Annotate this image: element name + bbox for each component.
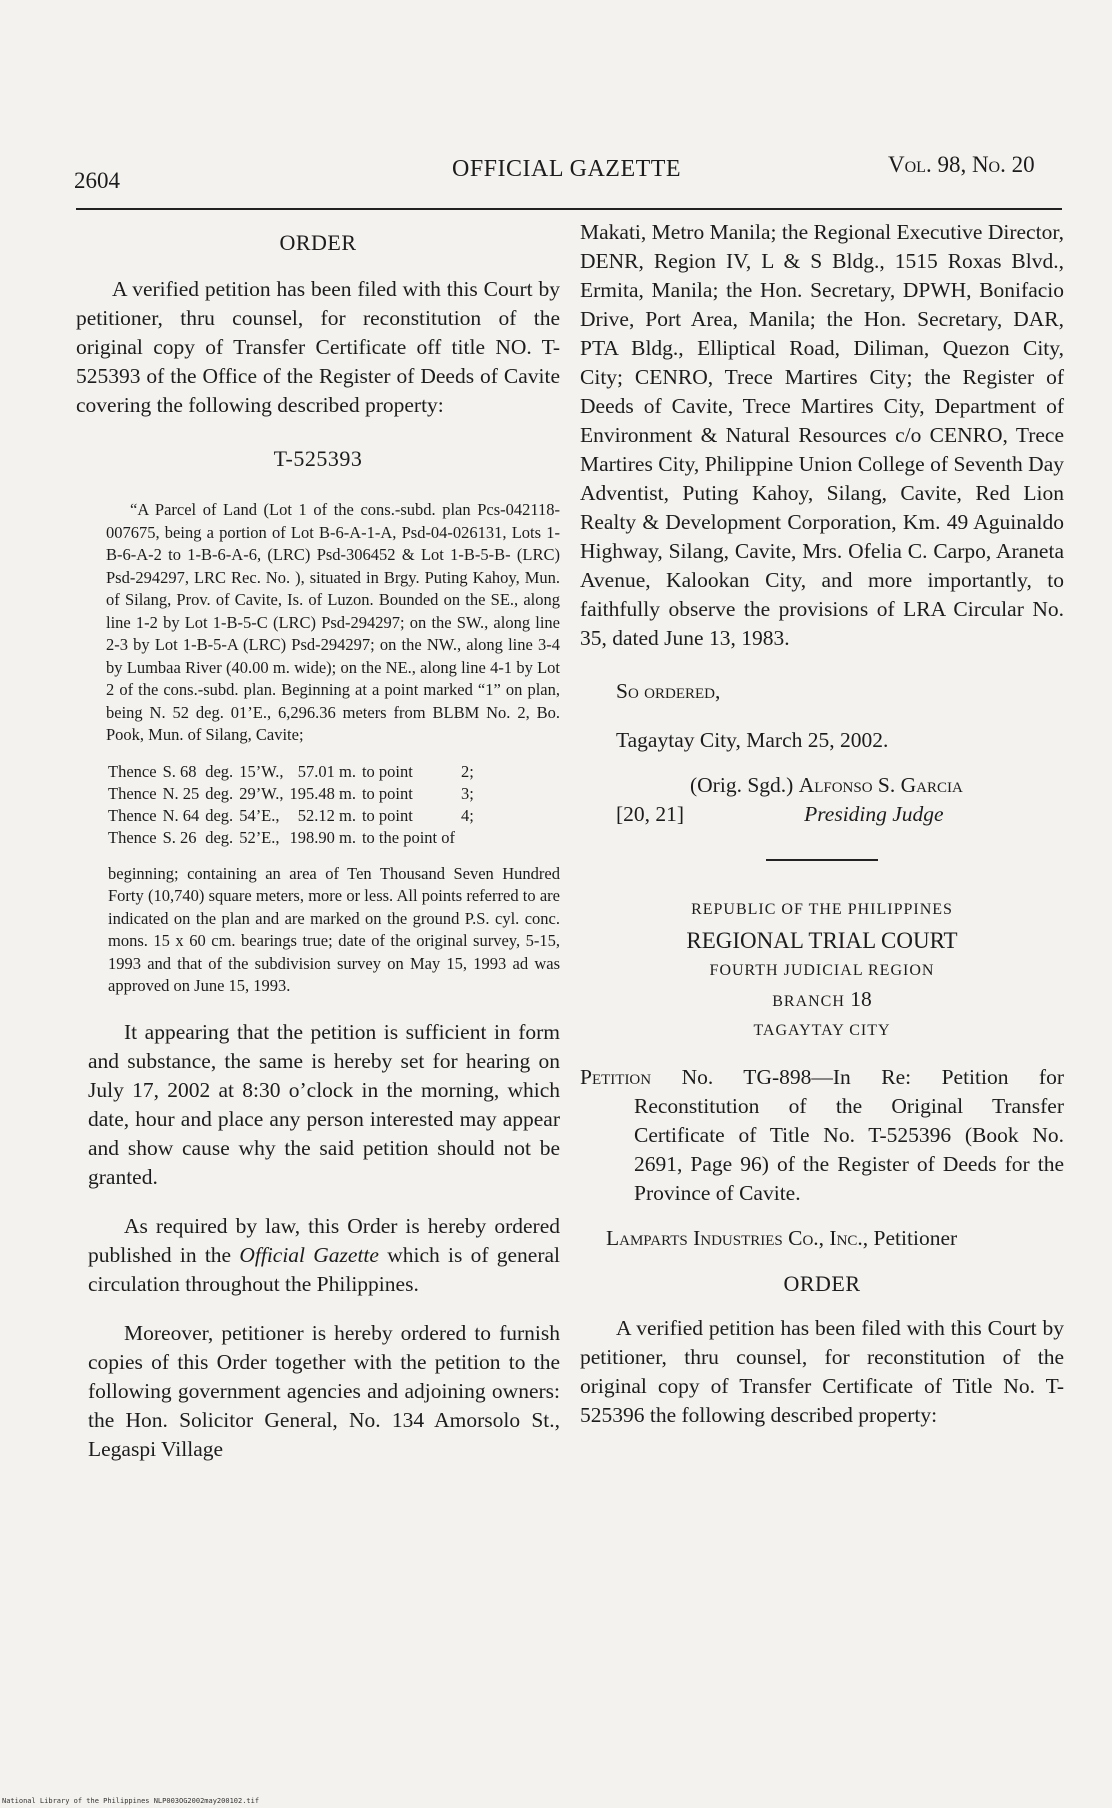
branch-label: BRANCH bbox=[772, 993, 845, 1010]
page-number: 2604 bbox=[74, 168, 120, 193]
volume-issue: Vol. 98, No. 20 bbox=[888, 152, 1035, 177]
petitioner-line bbox=[606, 1224, 1064, 1253]
parcel-description: “A Parcel of Land (Lot 1 of the cons.-subd. plan Pcs-042118-007675, being a portion of Lot B-6-A-1-A, Psd-04-026131, Lots 1-B-6-A-2 to 1-B-6-A-6, (LRC) Psd-306452 & Lot 1-B-5-B- (LRC) Psd-294297, LRC Rec. No. ), situated in Brgy. Puting Kahoy, Mun. of Silang, Prov. of Cavite, Is. of Luzon. Bounded on the SE., along line 1-2 by Lot 1-B-5-C (LRC) Psd-294297; on the SW., along line 2-3 by Lot 1-B-5-A (LRC) Psd-294297; on the NW., along line 3-4 by Lumbaa River (40.00 m. wide); on the NE., along line 4-1 by Lot 2 of the cons.-subd. plan. Beginning at a point marked “1” on plan, being N. 52 deg. 01’E., 6,296.36 meters from BLBM No. 2, Bo. Pook, Mun. of Silang, Cavite; bbox=[106, 500, 560, 744]
judge-name: Alfonso S. Garcia bbox=[798, 773, 963, 797]
bearing-word: Thence bbox=[108, 827, 157, 847]
gazette-name: Official Gazette bbox=[239, 1242, 379, 1267]
signed-prefix: (Orig. Sgd.) bbox=[690, 773, 794, 797]
court-name: REGIONAL TRIAL COURT bbox=[686, 928, 958, 953]
branch-number: 18 bbox=[850, 987, 872, 1011]
issue-ref: [20, 21] bbox=[616, 802, 685, 826]
publication-title: OFFICIAL GAZETTE bbox=[452, 156, 682, 182]
so-ordered: So ordered, bbox=[616, 679, 721, 703]
region-label: FOURTH JUDICIAL REGION bbox=[709, 962, 935, 979]
petitioner-name: Lamparts Industries Co., Inc., bbox=[606, 1226, 869, 1250]
publication-text-a: As required by law, this Order is hereby ordered published in the bbox=[88, 1213, 560, 1267]
bearing-dist: 195.48 m. bbox=[289, 783, 356, 803]
scan-footer: National Library of the Philippines NLP003OG2002may200102.tif bbox=[2, 1797, 260, 1805]
bearing-to: to point bbox=[361, 805, 413, 825]
bearing-min: 15’W., bbox=[239, 761, 284, 781]
publication-text-b: which is of general circulation throughout the Philippines. bbox=[88, 1242, 560, 1296]
bearings-table bbox=[108, 761, 480, 849]
title-number: T-525393 bbox=[273, 446, 363, 471]
bearing-dir: S. 26 bbox=[162, 827, 197, 847]
petition-text: No. TG-898—In Re: Petition for Reconstitution of the Original Transfer Certificate of Title No. T-525396 (Book No. 2691, Page 96) of the Register of Deeds for the Province of Cavite. bbox=[634, 1065, 1065, 1205]
bearing-row bbox=[108, 761, 480, 783]
bearing-row bbox=[108, 827, 480, 849]
petitioner-role: Petitioner bbox=[873, 1226, 958, 1250]
judge-title: Presiding Judge bbox=[804, 802, 944, 826]
bearing-dir: N. 25 bbox=[162, 783, 200, 803]
judge-line bbox=[616, 800, 1064, 829]
bearing-pt: 2; bbox=[461, 761, 474, 781]
bearing-dir: S. 68 bbox=[162, 761, 197, 781]
bearing-pt: 3; bbox=[461, 783, 474, 803]
signature-line bbox=[690, 771, 1064, 800]
bearing-row bbox=[108, 783, 480, 805]
bearing-deg: deg. bbox=[205, 827, 234, 847]
bearing-row bbox=[108, 805, 480, 827]
order-intro: A verified petition has been filed with this Court by petitioner, thru counsel, for reconstitution of the original copy of Transfer Certificate off title NO. T-525393 of the Office of the Register of Deeds of Cavite covering the following described property: bbox=[76, 277, 560, 417]
bearing-to: to the point of bbox=[361, 827, 455, 847]
branch-line bbox=[580, 985, 1064, 1016]
bearing-pt: 4; bbox=[461, 805, 474, 825]
bearing-to: to point bbox=[361, 761, 413, 781]
bearing-dist: 198.90 m. bbox=[289, 827, 356, 847]
furnish-paragraph: Moreover, petitioner is hereby ordered to furnish copies of this Order together with the petition to the following government agencies and adjoining owners: the Hon. Solicitor General, No. 134 Amorsolo St., Legaspi Village bbox=[88, 1320, 560, 1461]
bearing-min: 29’W., bbox=[239, 783, 284, 803]
petition-label: Petition bbox=[580, 1065, 652, 1089]
bearing-min: 52’E., bbox=[239, 827, 280, 847]
bearing-deg: deg. bbox=[205, 783, 234, 803]
parcel-beginning: beginning; containing an area of Ten Thousand Seven Hundred Forty (10,740) square meters, more or less. All points referred to are indicated on the plan and are marked on the ground P.S. cyl. conc. mons. 15 x 60 cm. bearings true; date of the original survey, 5-15, 1993 and that of the subdivision survey on May 15, 1993 ad was approved on June 15, 1993. bbox=[108, 863, 560, 995]
header-rule bbox=[76, 208, 1062, 210]
bearing-deg: deg. bbox=[205, 805, 234, 825]
city-label: TAGAYTAY CITY bbox=[753, 1022, 891, 1039]
bearing-word: Thence bbox=[108, 761, 157, 781]
order-heading: ORDER bbox=[279, 230, 357, 255]
bearing-min: 54’E., bbox=[239, 805, 280, 825]
bearing-to: to point bbox=[361, 783, 413, 803]
bearing-word: Thence bbox=[108, 783, 157, 803]
bearing-pt bbox=[461, 827, 480, 849]
order-heading-2: ORDER bbox=[783, 1271, 861, 1296]
bearing-deg: deg. bbox=[205, 761, 234, 781]
bearing-dist: 57.01 m. bbox=[297, 761, 356, 781]
agencies-continued: Makati, Metro Manila; the Regional Executive Director, DENR, Region IV, L & S Bldg., 1515 Roxas Blvd., Ermita, Manila; the Hon. Secretary, DPWH, Bonifacio Drive, Port Area, Manila; the Hon. Secretary, DAR, PTA Bldg., Elliptical Road, Diliman, Quezon City, City; CENRO, Trece Martires City; the Register of Deeds of Cavite, Trece Martires City, Department of Environment & Natural Resources c/o CENRO, Trece Martires City, Philippine Union College of Seventh Day Adventist, Puting Kahoy, Silang, Cavite, Red Lion Realty & Development Corporation, Km. 49 Aguinaldo Highway, Silang, Cavite, Mrs. Ofelia C. Carpo, Araneta Avenue, Kalookan City, and more importantly, to faithfully observe the provisions of LRA Circular No. 35, dated June 13, 1983. bbox=[580, 220, 1064, 650]
petition-caption bbox=[580, 1063, 1064, 1208]
left-column bbox=[76, 228, 560, 1464]
place-date: Tagaytay City, March 25, 2002. bbox=[616, 728, 889, 752]
hearing-paragraph: It appearing that the petition is sufficient in form and substance, the same is hereby set for hearing on July 17, 2002 at 8:30 o’clock in the morning, which date, hour and place any person interested may appear and show cause why the said petition should not be granted. bbox=[88, 1019, 560, 1189]
right-column bbox=[580, 218, 1064, 1430]
publication-paragraph bbox=[88, 1212, 560, 1299]
bearing-word: Thence bbox=[108, 805, 157, 825]
bearing-dist: 52.12 m. bbox=[297, 805, 356, 825]
order-intro-2: A verified petition has been filed with this Court by petitioner, thru counsel, for reconstitution of the original copy of Transfer Certificate of Title No. T-525396 the following described property: bbox=[580, 1316, 1064, 1427]
section-divider bbox=[766, 859, 878, 861]
bearing-dir: N. 64 bbox=[162, 805, 200, 825]
republic-label: REPUBLIC OF THE PHILIPPINES bbox=[691, 901, 953, 918]
